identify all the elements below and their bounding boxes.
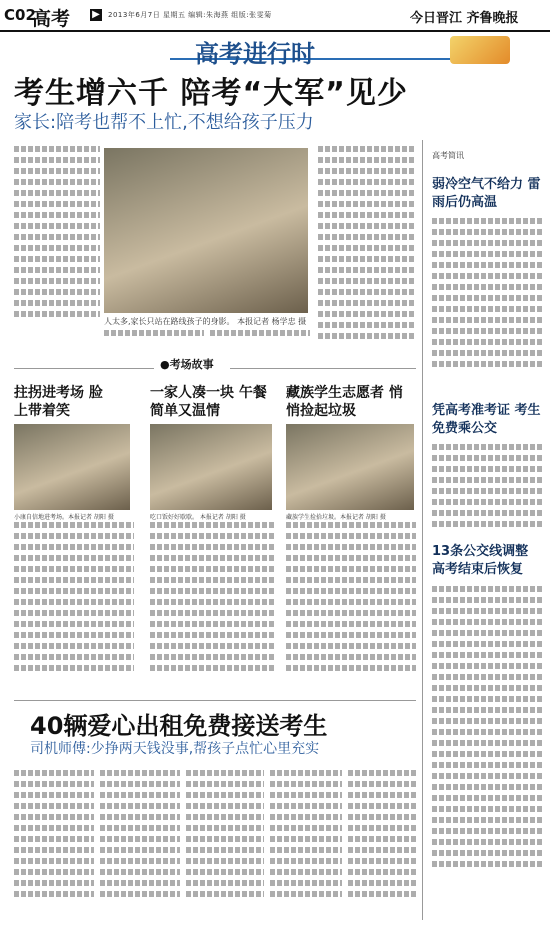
story-1-headline: 拄拐进考场 脸上带着笑 [14, 385, 103, 419]
column-banner [150, 36, 530, 66]
bottom-column-1 [14, 770, 94, 920]
bottom-column-2 [100, 770, 180, 920]
story-1-caption: 小康自信地进考场。本报记者 胡阳 摄 [14, 514, 114, 521]
column-divider [422, 140, 423, 920]
story-3-caption: 藏族学生捡拾垃圾。本报记者 胡阳 摄 [286, 514, 386, 521]
lead-column-3 [210, 330, 310, 350]
story-2-caption: 吃口饭好好歇歇。 本报记者 胡阳 摄 [150, 514, 246, 521]
right-column-3 [432, 586, 544, 916]
date-line: 2013年6月7日 星期五 编辑:朱海燕 组版:张雯菊 [108, 11, 272, 19]
story-3-headline: 藏族学生志愿者 悄悄捡起垃圾 [286, 385, 403, 419]
story-3-photo [286, 424, 414, 510]
section-title: 高考 [32, 8, 71, 30]
paper-name: 今日晋江 齐鲁晚报 [410, 11, 519, 26]
right-headline-1: 弱冷空气不给力 雷雨后仍高温 [432, 177, 541, 210]
bottom-subheadline: 司机师傅:少挣两天钱没事,帮孩子点忙心里充实 [30, 741, 320, 757]
page-number: C02 [4, 6, 36, 24]
story-1-photo [14, 424, 130, 510]
focus-label: ●考场故事 [160, 358, 214, 371]
right-headline-3: 13条公交线调整 高考结束后恢复 [432, 544, 529, 577]
lead-column-1 [14, 146, 100, 334]
story-1-body [14, 522, 134, 692]
story-3-body [286, 522, 416, 692]
lead-headline: 考生增六千 陪考“大军”见少 [14, 76, 408, 111]
right-kicker: 高考简讯 [432, 151, 464, 160]
bottom-column-3 [186, 770, 264, 920]
lead-column-4 [318, 146, 416, 356]
lead-subheadline: 家长:陪考也帮不上忙,不想给孩子压力 [14, 112, 314, 133]
story-2-photo [150, 424, 272, 510]
bottom-column-5 [348, 770, 416, 920]
banner-title: 高考进行时 [195, 40, 315, 68]
right-headline-2: 凭高考准考证 考生免费乘公交 [432, 403, 541, 436]
bottom-headline: 40辆爱心出租免费接送考生 [30, 712, 328, 740]
story-2-body [150, 522, 274, 692]
right-column-2 [432, 444, 544, 544]
lead-column-2 [104, 330, 204, 350]
banner-illustration [450, 36, 510, 64]
lead-photo-caption: 人太多,家长只站在路线孩子的身影。 本报记者 杨学忠 摄 [104, 317, 307, 326]
right-column-1 [432, 218, 544, 388]
story-2-headline: 一家人凑一块 午餐简单又温情 [150, 385, 267, 419]
section-arrow-icon: ▶ [90, 9, 102, 21]
bottom-column-4 [270, 770, 342, 920]
lead-photo [104, 148, 308, 313]
